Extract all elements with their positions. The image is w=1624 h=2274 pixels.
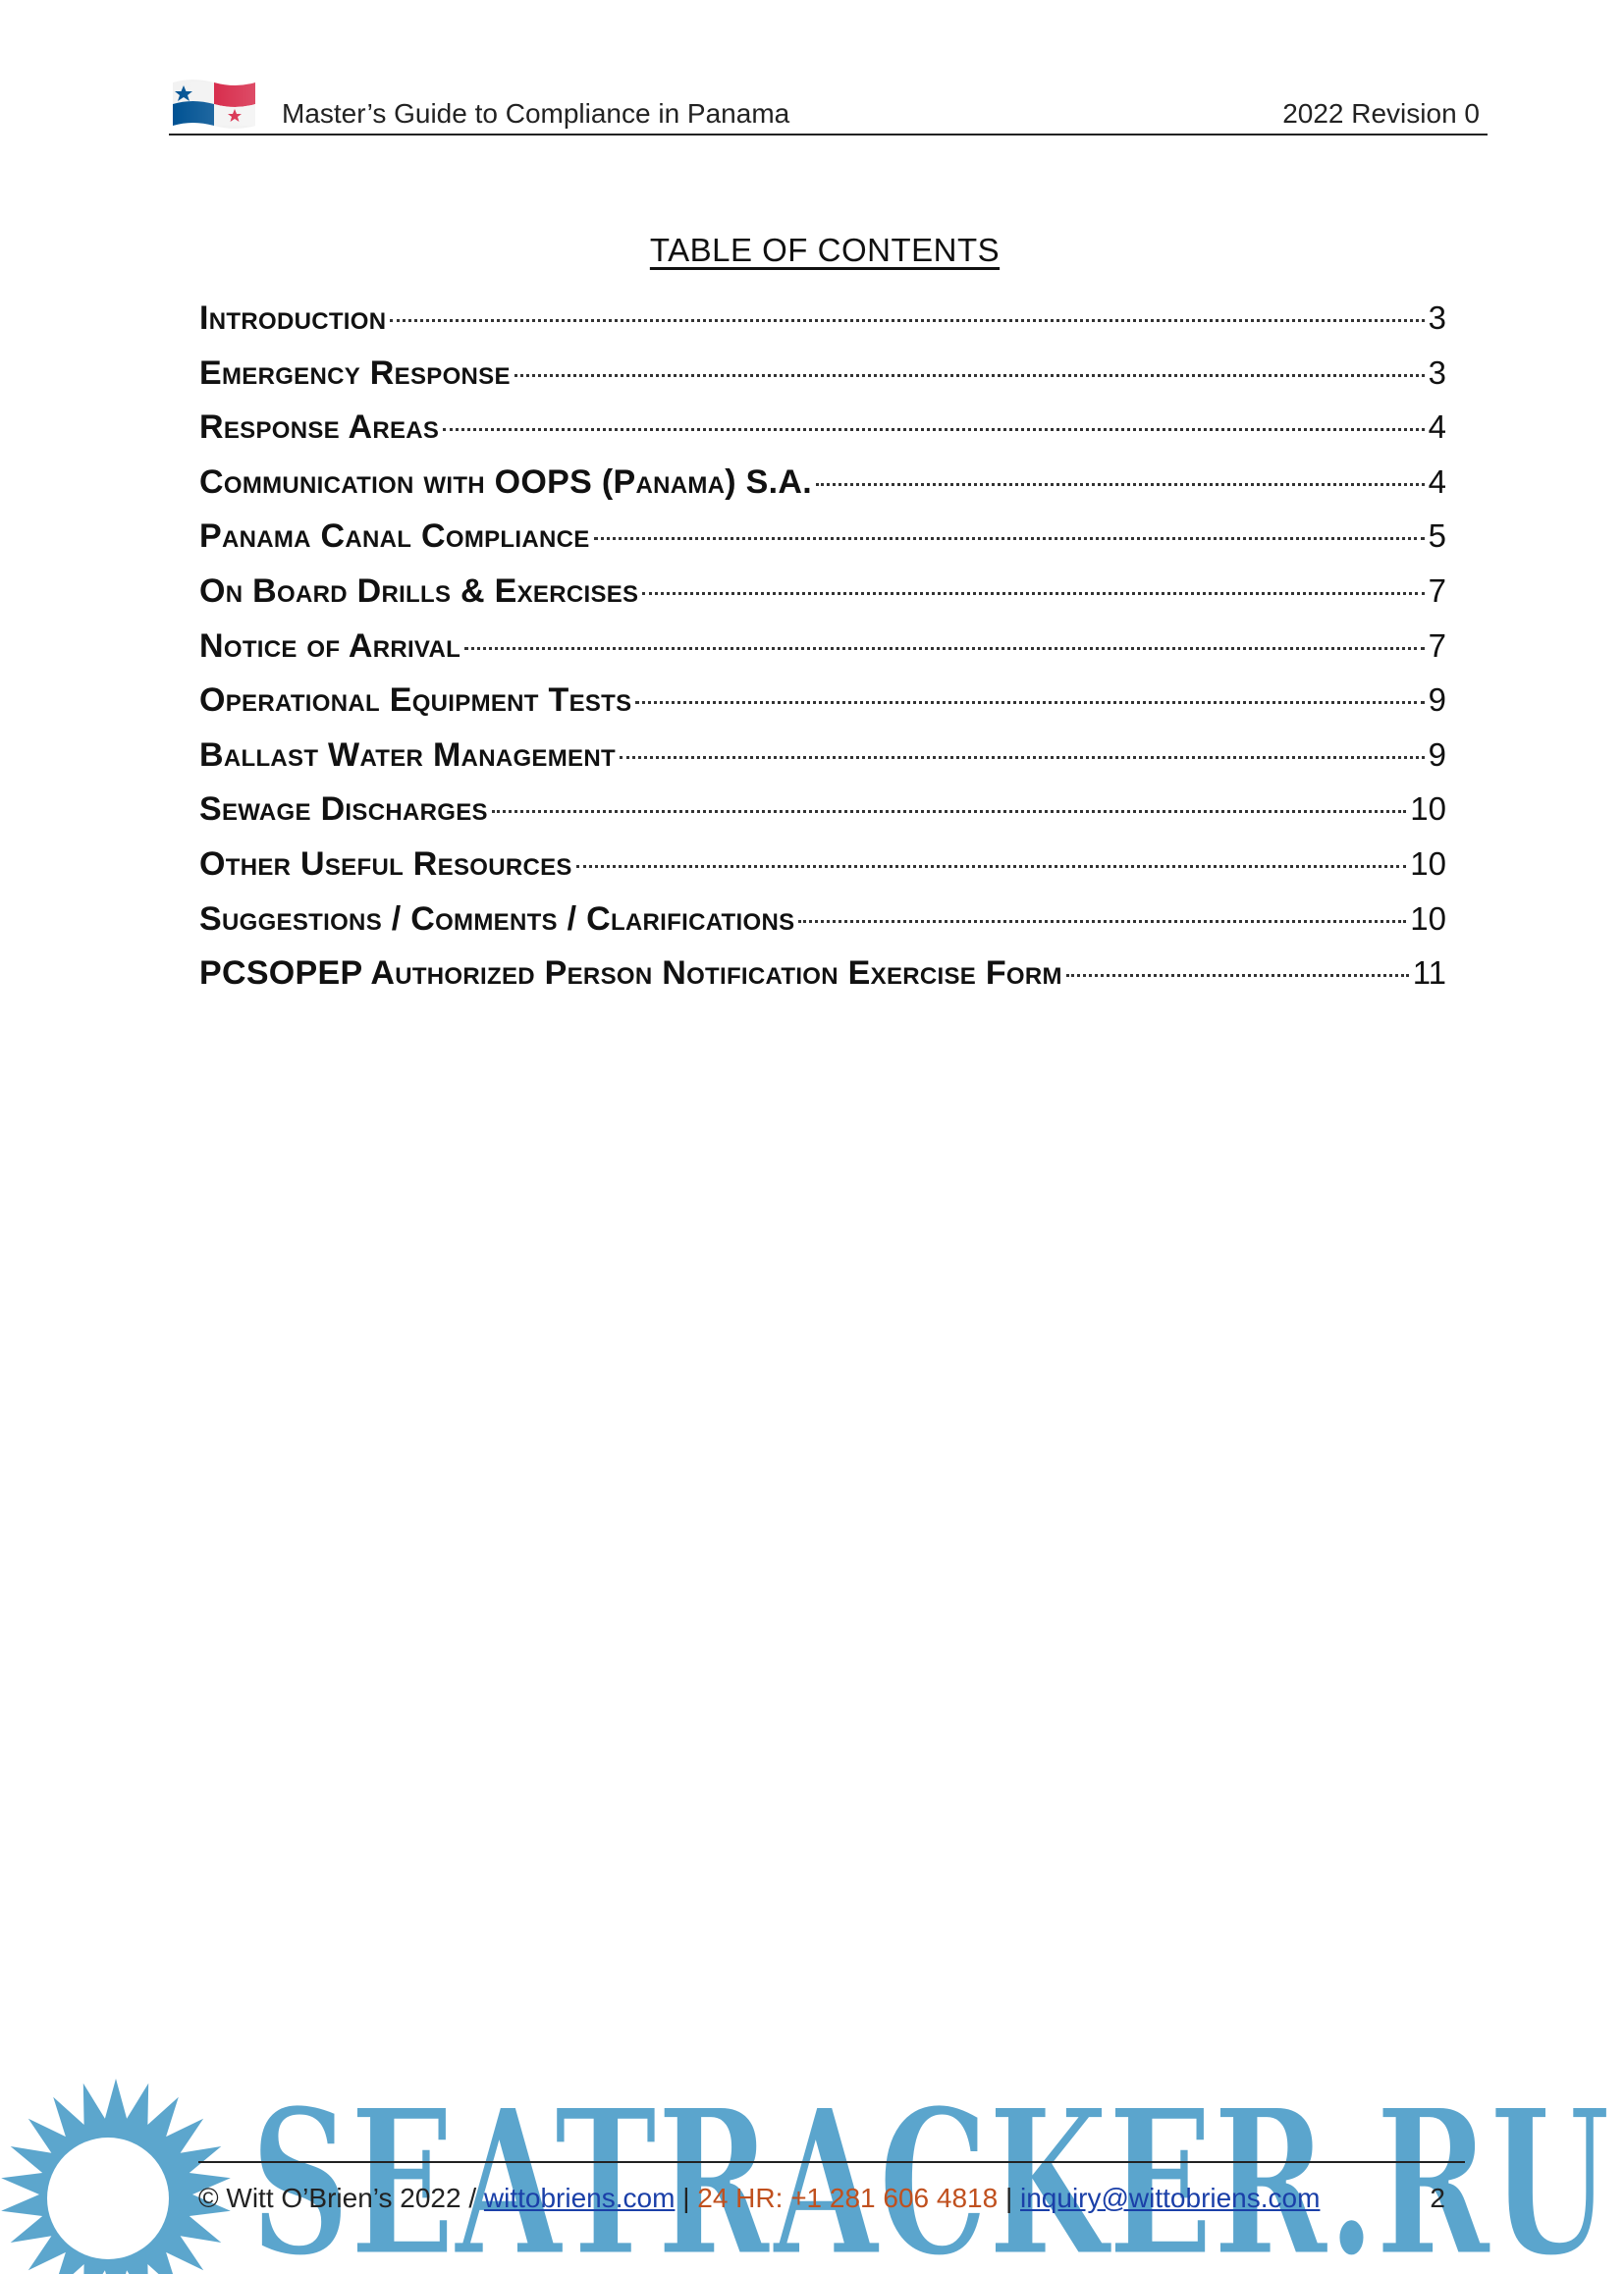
hotline-label: 24 HR: [697, 2183, 784, 2213]
toc-page-number: 4 [1428, 462, 1446, 500]
sun-burst-icon [1, 2079, 231, 2274]
toc-page-number: 9 [1428, 735, 1446, 773]
toc-entry-title: Panama Canal Compliance [199, 517, 590, 556]
dot-leader [635, 701, 1424, 704]
watermark-text: SEATRACKER.RU [250, 2066, 1610, 2274]
dot-leader [642, 592, 1424, 595]
toc-entry-title: Response Areas [199, 408, 440, 447]
toc-page-number: 7 [1428, 571, 1446, 609]
copyright-text: © Witt O’Brien’s 2022 / [198, 2183, 477, 2213]
toc-entry-title: Communication with OOPS (Panama) S.A. [199, 462, 812, 501]
dot-leader [492, 810, 1406, 813]
toc-page-number: 3 [1428, 299, 1446, 336]
toc-page-number: 10 [1410, 899, 1446, 937]
toc-page-number: 4 [1428, 408, 1446, 446]
toc-entry[interactable] [199, 845, 1446, 900]
revision-label: 2022 Revision 0 [1282, 98, 1480, 129]
toc-entry[interactable] [199, 408, 1446, 463]
page-header [169, 69, 1488, 135]
dot-leader [464, 647, 1425, 650]
toc-entry[interactable] [199, 463, 1446, 518]
footer-separator: | [1004, 2183, 1013, 2213]
toc-entry[interactable] [199, 572, 1446, 627]
email-link[interactable]: inquiry@wittobriens.com [1020, 2183, 1321, 2213]
toc-page-number: 5 [1428, 517, 1446, 555]
toc-entry[interactable] [199, 299, 1446, 354]
dot-leader [816, 483, 1425, 486]
website-link[interactable]: wittobriens.com [483, 2183, 676, 2213]
toc-entry-title: Emergency Response [199, 353, 511, 392]
toc-page-number: 10 [1410, 844, 1446, 882]
toc-entry[interactable] [199, 681, 1446, 736]
page-footer [198, 2161, 1465, 2222]
toc-page-number: 9 [1428, 681, 1446, 719]
toc-entry[interactable] [199, 900, 1446, 955]
toc-page-number: 7 [1428, 626, 1446, 664]
toc-entry[interactable] [199, 954, 1446, 1009]
toc-heading: TABLE OF CONTENTS [649, 232, 1001, 268]
toc-page-number: 3 [1428, 353, 1446, 391]
toc-entry[interactable] [199, 354, 1446, 409]
dot-leader [514, 374, 1425, 377]
dot-leader [576, 865, 1407, 868]
toc-entry-title: Sewage Discharges [199, 790, 488, 829]
dot-leader [620, 756, 1425, 759]
panama-flag-logo [169, 73, 259, 132]
dot-leader [1066, 974, 1409, 977]
toc-entry-title: Operational Equipment Tests [199, 681, 632, 720]
table-of-contents [199, 299, 1446, 1009]
toc-entry[interactable] [199, 790, 1446, 845]
toc-entry[interactable] [199, 627, 1446, 682]
toc-entry-title: Other Useful Resources [199, 844, 572, 883]
dot-leader [443, 428, 1424, 431]
toc-entry-title: PCSOPEP Authorized Person Notification Exercise Form [199, 954, 1062, 993]
dot-leader [594, 537, 1425, 540]
toc-entry-title: Ballast Water Management [199, 735, 616, 774]
toc-entry-title: Introduction [199, 299, 387, 337]
dot-leader [798, 920, 1406, 923]
page-number: 2 [1430, 2183, 1445, 2213]
toc-page-number: 10 [1410, 790, 1446, 828]
dot-leader [390, 319, 1424, 322]
toc-entry-title: On Board Drills & Exercises [199, 571, 639, 610]
document-title: Master’s Guide to Compliance in Panama [282, 98, 790, 129]
toc-page-number: 11 [1412, 954, 1446, 992]
hotline-number: +1 281 606 4818 [790, 2183, 999, 2213]
toc-entry[interactable] [199, 736, 1446, 791]
toc-entry-title: Suggestions / Comments / Clarifications [199, 899, 795, 938]
toc-entry-title: Notice of Arrival [199, 626, 461, 665]
footer-separator: | [682, 2183, 690, 2213]
toc-entry[interactable] [199, 517, 1446, 572]
